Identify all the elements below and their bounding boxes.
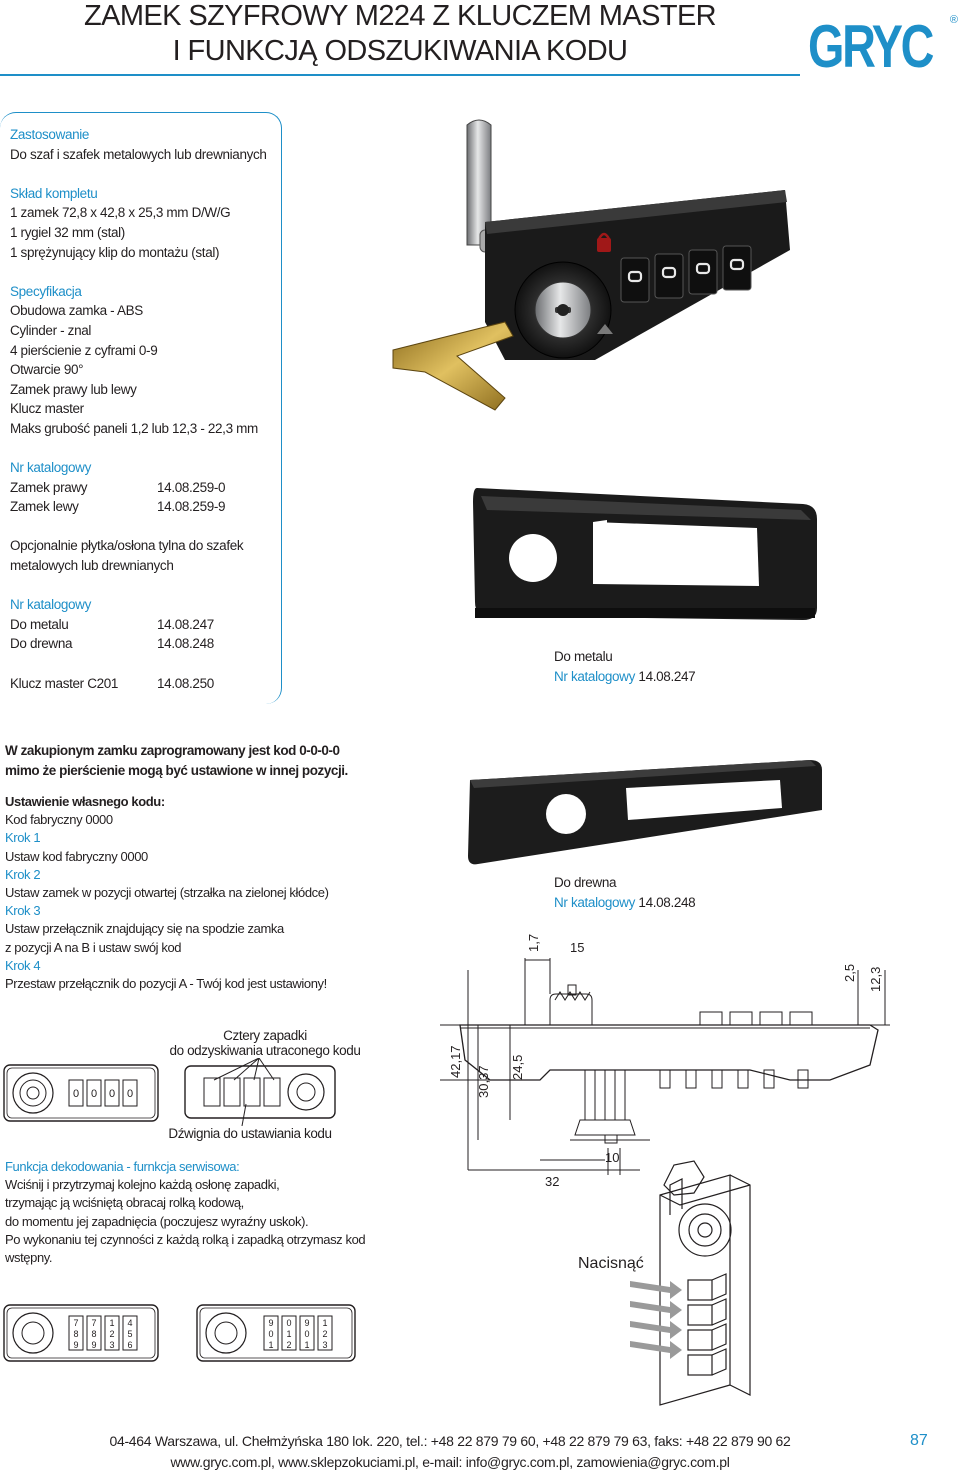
- service-press-drawing: [600, 1155, 830, 1415]
- svg-text:0: 0: [286, 1318, 292, 1328]
- catalog-code: 14.08.250: [157, 675, 214, 691]
- svg-text:0: 0: [304, 1329, 310, 1339]
- catalog-code: 14.08.248: [157, 636, 214, 652]
- page-title-line-1: ZAMEK SZYFROWY M224 Z KLUCZEM MASTER: [83, 0, 717, 32]
- catalog-heading: Nr katalogowy: [10, 597, 91, 613]
- service-heading: Funkcja dekodowania - furnkcja serwisowa:: [5, 1159, 240, 1174]
- svg-text:1: 1: [304, 1340, 310, 1350]
- metal-plate-image: [465, 480, 825, 640]
- svg-text:9: 9: [91, 1340, 97, 1350]
- catalog-label: Zamek prawy: [10, 479, 88, 495]
- step-text: z pozycji A na B i ustaw swój kod: [5, 939, 182, 955]
- svg-text:6: 6: [127, 1340, 133, 1350]
- lever-caption: Dźwignia do ustawiania kodu: [168, 1126, 332, 1141]
- svg-text:9: 9: [73, 1340, 79, 1350]
- brand-name: GRYC: [808, 13, 933, 80]
- page-title-line-2: I FUNKCJĄ ODSZUKIWANIA KODU: [172, 35, 628, 67]
- svg-text:0: 0: [72, 1088, 80, 1100]
- zastosowanie-heading: Zastosowanie: [10, 127, 90, 142]
- pawls-caption: [160, 1028, 370, 1058]
- svg-text:1: 1: [286, 1329, 292, 1339]
- step-heading: Krok 1: [5, 830, 41, 846]
- sklad-item: 1 rygiel 32 mm (stal): [10, 224, 125, 240]
- own-code-heading: Ustawienie własnego kodu:: [5, 794, 165, 809]
- catalog-label: Do metalu: [10, 616, 69, 632]
- spec-item: Otwarcie 90°: [10, 362, 84, 378]
- svg-text:3: 3: [322, 1340, 328, 1350]
- registered-mark: ®: [949, 14, 958, 26]
- dim-label: 32: [545, 1174, 560, 1189]
- svg-text:1: 1: [322, 1318, 328, 1328]
- optional-text: Opcjonalnie płytka/osłona tylna do szafek: [10, 538, 244, 554]
- service-function: [5, 1158, 455, 1267]
- svg-text:0: 0: [90, 1088, 98, 1100]
- lock-product-image: [385, 110, 805, 420]
- catalog-code: 14.08.259-9: [157, 499, 226, 515]
- footer-address: 04-464 Warszawa, ul. Chełmżyńska 180 lok. 220, tel.: +48 22 879 79 60, +48 22 879 79 63, faks: +48 22 879 90 62: [109, 1433, 791, 1449]
- step-text: Ustaw zamek w pozycji otwartej (strzałka na zielonej kłódce): [5, 885, 329, 901]
- pawls-caption-line: do odzyskiwania utraconego kodu: [169, 1043, 361, 1058]
- dim-label: 24,5: [510, 1054, 525, 1080]
- svg-text:2: 2: [322, 1329, 328, 1339]
- svg-text:9: 9: [268, 1318, 274, 1328]
- metal-plate-code: 14.08.247: [638, 668, 696, 684]
- spec-item: Zamek prawy lub lewy: [10, 381, 137, 397]
- brand-logo: [808, 14, 958, 80]
- metal-plate-title: Do metalu: [554, 649, 613, 664]
- svg-text:0: 0: [108, 1088, 116, 1100]
- notice-line: mimo że pierścienie mogą być ustawione w innej pozycji.: [5, 762, 348, 778]
- lock-front-diagram-1: [3, 1064, 159, 1122]
- spec-item: Cylinder - znal: [10, 322, 92, 338]
- own-code-instructions: [5, 793, 445, 993]
- svg-text:5: 5: [127, 1329, 133, 1339]
- service-line: trzymając ją wciśniętą obracaj rolką kodową,: [5, 1195, 244, 1211]
- catalog-row: [10, 615, 280, 635]
- catalog-label: Do drewna: [10, 636, 73, 652]
- zastosowanie-text: Do szaf i szafek metalowych lub drewnianych: [10, 146, 267, 162]
- spec-item: Maks grubość paneli 1,2 lub 12,3 - 22,3 mm: [10, 420, 258, 436]
- spec-item: Klucz master: [10, 401, 84, 417]
- svg-text:7: 7: [73, 1318, 79, 1328]
- svg-text:7: 7: [91, 1318, 97, 1328]
- service-line: do momentu jej zapadnięcia (poczujesz wyraźny uskok).: [5, 1213, 309, 1229]
- spec-item: Obudowa zamka - ABS: [10, 303, 143, 319]
- svg-text:8: 8: [73, 1329, 79, 1339]
- step-text: Ustaw przełącznik znajdujący się na spodzie zamka: [5, 921, 284, 937]
- step-heading: Krok 3: [5, 903, 41, 919]
- wood-plate-title: Do drewna: [554, 875, 617, 890]
- spec-item: 4 pierścienie z cyframi 0-9: [10, 342, 158, 358]
- catalog-heading: Nr katalogowy: [10, 460, 91, 476]
- lock-pawls-diagram: [184, 1058, 336, 1126]
- dim-label: 12,3: [868, 966, 883, 992]
- service-line: Wciśnij i przytrzymaj kolejno każdą osłonę zapadki,: [5, 1177, 280, 1193]
- press-label: Nacisnąć: [578, 1255, 644, 1272]
- svg-text:0: 0: [268, 1329, 274, 1339]
- catalog-label: Zamek lewy: [10, 499, 79, 515]
- catalog-code: 14.08.247: [157, 616, 214, 632]
- catalog-row: [10, 674, 280, 694]
- svg-text:0: 0: [126, 1088, 134, 1100]
- page-number: 87: [910, 1432, 928, 1449]
- header-underline: [0, 74, 800, 76]
- svg-text:2: 2: [109, 1329, 115, 1339]
- svg-text:9: 9: [304, 1318, 310, 1328]
- factory-code: Kod fabryczny 0000: [5, 812, 113, 828]
- sklad-item: 1 sprężynujący klip do montażu (stal): [10, 244, 220, 260]
- catalog-row: [10, 478, 280, 498]
- footer-web: www.gryc.com.pl, www.sklepzokuciami.pl, e-mail: info@gryc.com.pl, zamowienia@gryc.com.pl: [170, 1454, 730, 1470]
- dim-label: 10: [605, 1150, 620, 1165]
- step-heading: Krok 2: [5, 866, 41, 882]
- svg-text:8: 8: [91, 1329, 97, 1339]
- catalog-row: [10, 634, 280, 654]
- catalog-code: 14.08.259-0: [157, 479, 226, 495]
- step-heading: Krok 4: [5, 957, 41, 973]
- wood-plate-image: [460, 752, 830, 872]
- service-line: wstępny.: [5, 1250, 53, 1266]
- svg-text:4: 4: [127, 1318, 133, 1328]
- optional-text: metalowych lub drewnianych: [10, 558, 174, 574]
- metal-plate-caption: [554, 647, 854, 686]
- svg-text:1: 1: [268, 1340, 274, 1350]
- lock-front-diagram-3: [196, 1304, 356, 1362]
- dim-label: 42,17: [448, 1045, 463, 1078]
- dim-label: 15: [570, 940, 585, 955]
- step-text: Ustaw kod fabryczny 0000: [5, 848, 148, 864]
- service-line: Po wykonaniu tej czynności z każdą rolką i zapadką otrzymasz kod: [5, 1231, 366, 1247]
- pawls-caption-line: Cztery zapadki: [223, 1028, 307, 1043]
- dim-label: 2,5: [842, 963, 857, 982]
- metal-plate-nr-label: Nr katalogowy: [554, 668, 635, 684]
- sklad-item: 1 zamek 72,8 x 42,8 x 25,3 mm D/W/G: [10, 205, 231, 221]
- notice-line: W zakupionym zamku zaprogramowany jest kod 0-0-0-0: [5, 743, 340, 758]
- svg-text:3: 3: [109, 1340, 115, 1350]
- wood-plate-nr-label: Nr katalogowy: [554, 894, 635, 910]
- wood-plate-code: 14.08.248: [638, 894, 696, 910]
- svg-text:1: 1: [109, 1318, 115, 1328]
- spec-heading: Specyfikacja: [10, 283, 82, 299]
- step-text: Przestaw przełącznik do pozycji A - Twój kod jest ustawiony!: [5, 976, 327, 992]
- product-info-text: [10, 125, 280, 693]
- dim-label: 30,37: [476, 1065, 491, 1098]
- catalog-row: [10, 497, 280, 517]
- dim-label: 1,7: [526, 933, 541, 952]
- sklad-heading: Skład kompletu: [10, 185, 98, 201]
- programming-notice: [5, 741, 445, 780]
- svg-text:2: 2: [286, 1340, 292, 1350]
- wood-plate-caption: [554, 873, 854, 912]
- lock-front-diagram-2: [3, 1304, 159, 1362]
- catalog-label: Klucz master C201: [10, 675, 119, 691]
